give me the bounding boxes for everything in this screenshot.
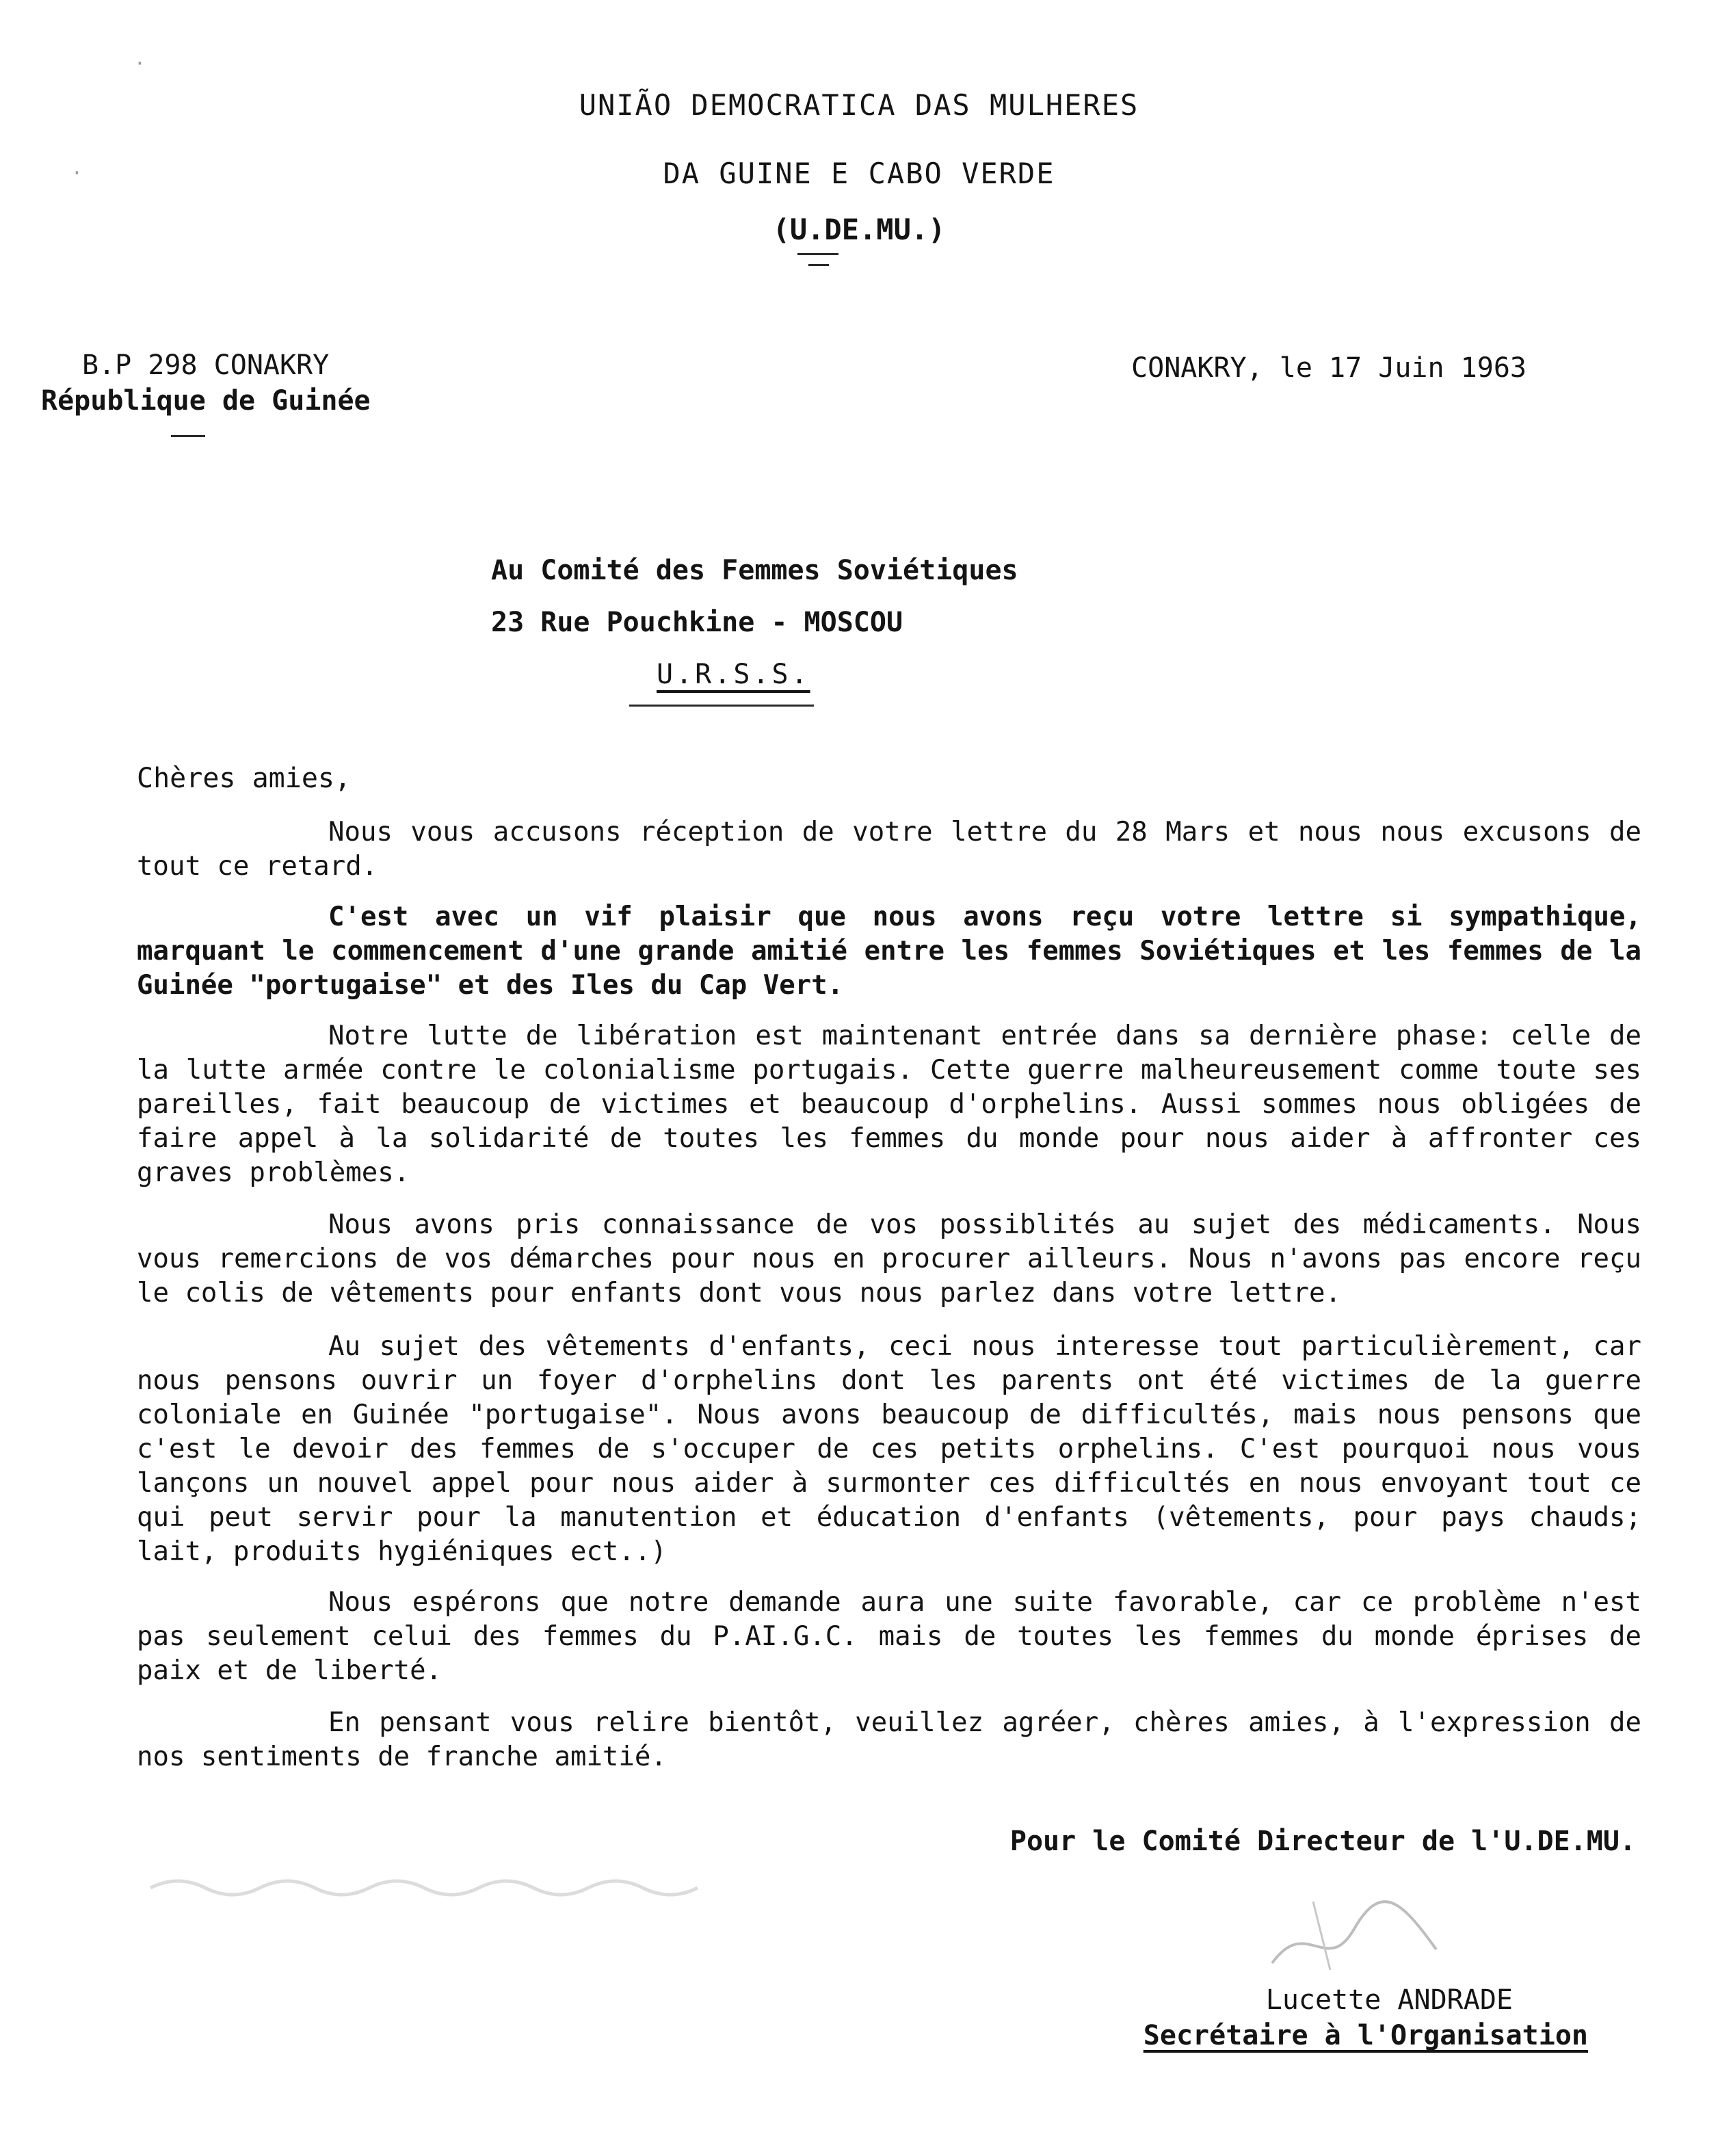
header-ornament-rule xyxy=(808,264,829,266)
body-paragraph: Nous espérons que notre demande aura une suite favorable, car ce problème n'est pas seulement celui des femmes du P.AI.G.C. mais de toutes les femmes du monde éprises de paix et de liberté. xyxy=(137,1587,1641,1686)
body-paragraph: C'est avec un vif plaisir que nous avons reçu votre lettre si sympathique, marquant le commencement d'une grande amitié entre les femmes Soviétiques et les femmes de la Guinée "portugaise" et des Iles du Cap Vert. xyxy=(137,902,1641,1001)
letter-date: CONAKRY, le 17 Juin 1963 xyxy=(1131,352,1527,384)
body-paragraph: Nous vous accusons réception de votre lettre du 28 Mars et nous nous excusons de tout ce retard. xyxy=(137,817,1641,882)
signatory-name: Lucette ANDRADE xyxy=(1265,1984,1513,2016)
organization-name: UNIÃO DEMOCRATICA DAS MULHERES xyxy=(579,88,1139,122)
recipient-country: U.R.S.S. xyxy=(657,659,810,690)
body-paragraph: En pensant vous relire bientôt, veuillez agréer, chères amies, à l'expression de nos sentiments de franche amitié. xyxy=(137,1707,1641,1772)
speck-mark: · xyxy=(71,161,83,184)
header-ornament-rule xyxy=(797,253,838,255)
signatory-title: Secrétaire à l'Organisation xyxy=(1143,2020,1588,2051)
sender-country: République de Guinée xyxy=(41,385,371,417)
bleed-through-stamp xyxy=(137,1847,793,1929)
recipient-name: Au Comité des Femmes Soviétiques xyxy=(491,555,1018,586)
handwritten-signature xyxy=(1265,1888,1457,1984)
body-paragraph: Au sujet des vêtements d'enfants, ceci nous interesse tout particulièrement, car nous pensons ouvrir un foyer d'orphelins dont les parents ont été victimes de la guerre coloniale en Guinée "portugaise". Nous avons beaucoup de difficultés, mais nous pensons que c'est le devoir des femmes de s'occuper de ces petits orphelins. C'est pourquoi nous vous lançons un nouvel appel pour nous aider à surmonter ces difficultés en nous envoyant tout ce qui peut servir pour la manutention et éducation d'enfants (vêtements, pour pays chauds; lait, produits hygiéniques ect..) xyxy=(137,1331,1641,1567)
signature-committee: Pour le Comité Directeur de l'U.DE.MU. xyxy=(1009,1826,1636,1857)
body-paragraph: Nous avons pris connaissance de vos possiblités au sujet des médicaments. Nous vous remercions de vos démarches pour nous en procurer ailleurs. Nous n'avons pas encore reçu le colis de vêtements pour enfants dont vous nous parlez dans votre lettre. xyxy=(137,1209,1641,1309)
body-paragraph: Notre lutte de libération est maintenant entrée dans sa dernière phase: celle de la lutte armée contre le colonialisme portugais. Cette guerre malheureusement comme toute ses pareilles, fait beaucoup de victimes et beaucoup d'orphelins. Aussi sommes nous obligées de faire appel à la solidarité de toutes les femmes du monde pour nous aider à affronter ces graves problèmes. xyxy=(137,1021,1641,1188)
organization-acronym: (U.DE.MU.) xyxy=(772,213,946,246)
address-ornament-rule xyxy=(171,435,205,437)
speck-mark: · xyxy=(134,52,146,75)
salutation: Chères amies, xyxy=(137,763,352,794)
recipient-ornament-rule xyxy=(629,705,814,707)
recipient-street: 23 Rue Pouchkine - MOSCOU xyxy=(491,607,903,638)
organization-location: DA GUINE E CABO VERDE xyxy=(663,157,1055,190)
sender-po-box: B.P 298 CONAKRY xyxy=(82,350,330,381)
